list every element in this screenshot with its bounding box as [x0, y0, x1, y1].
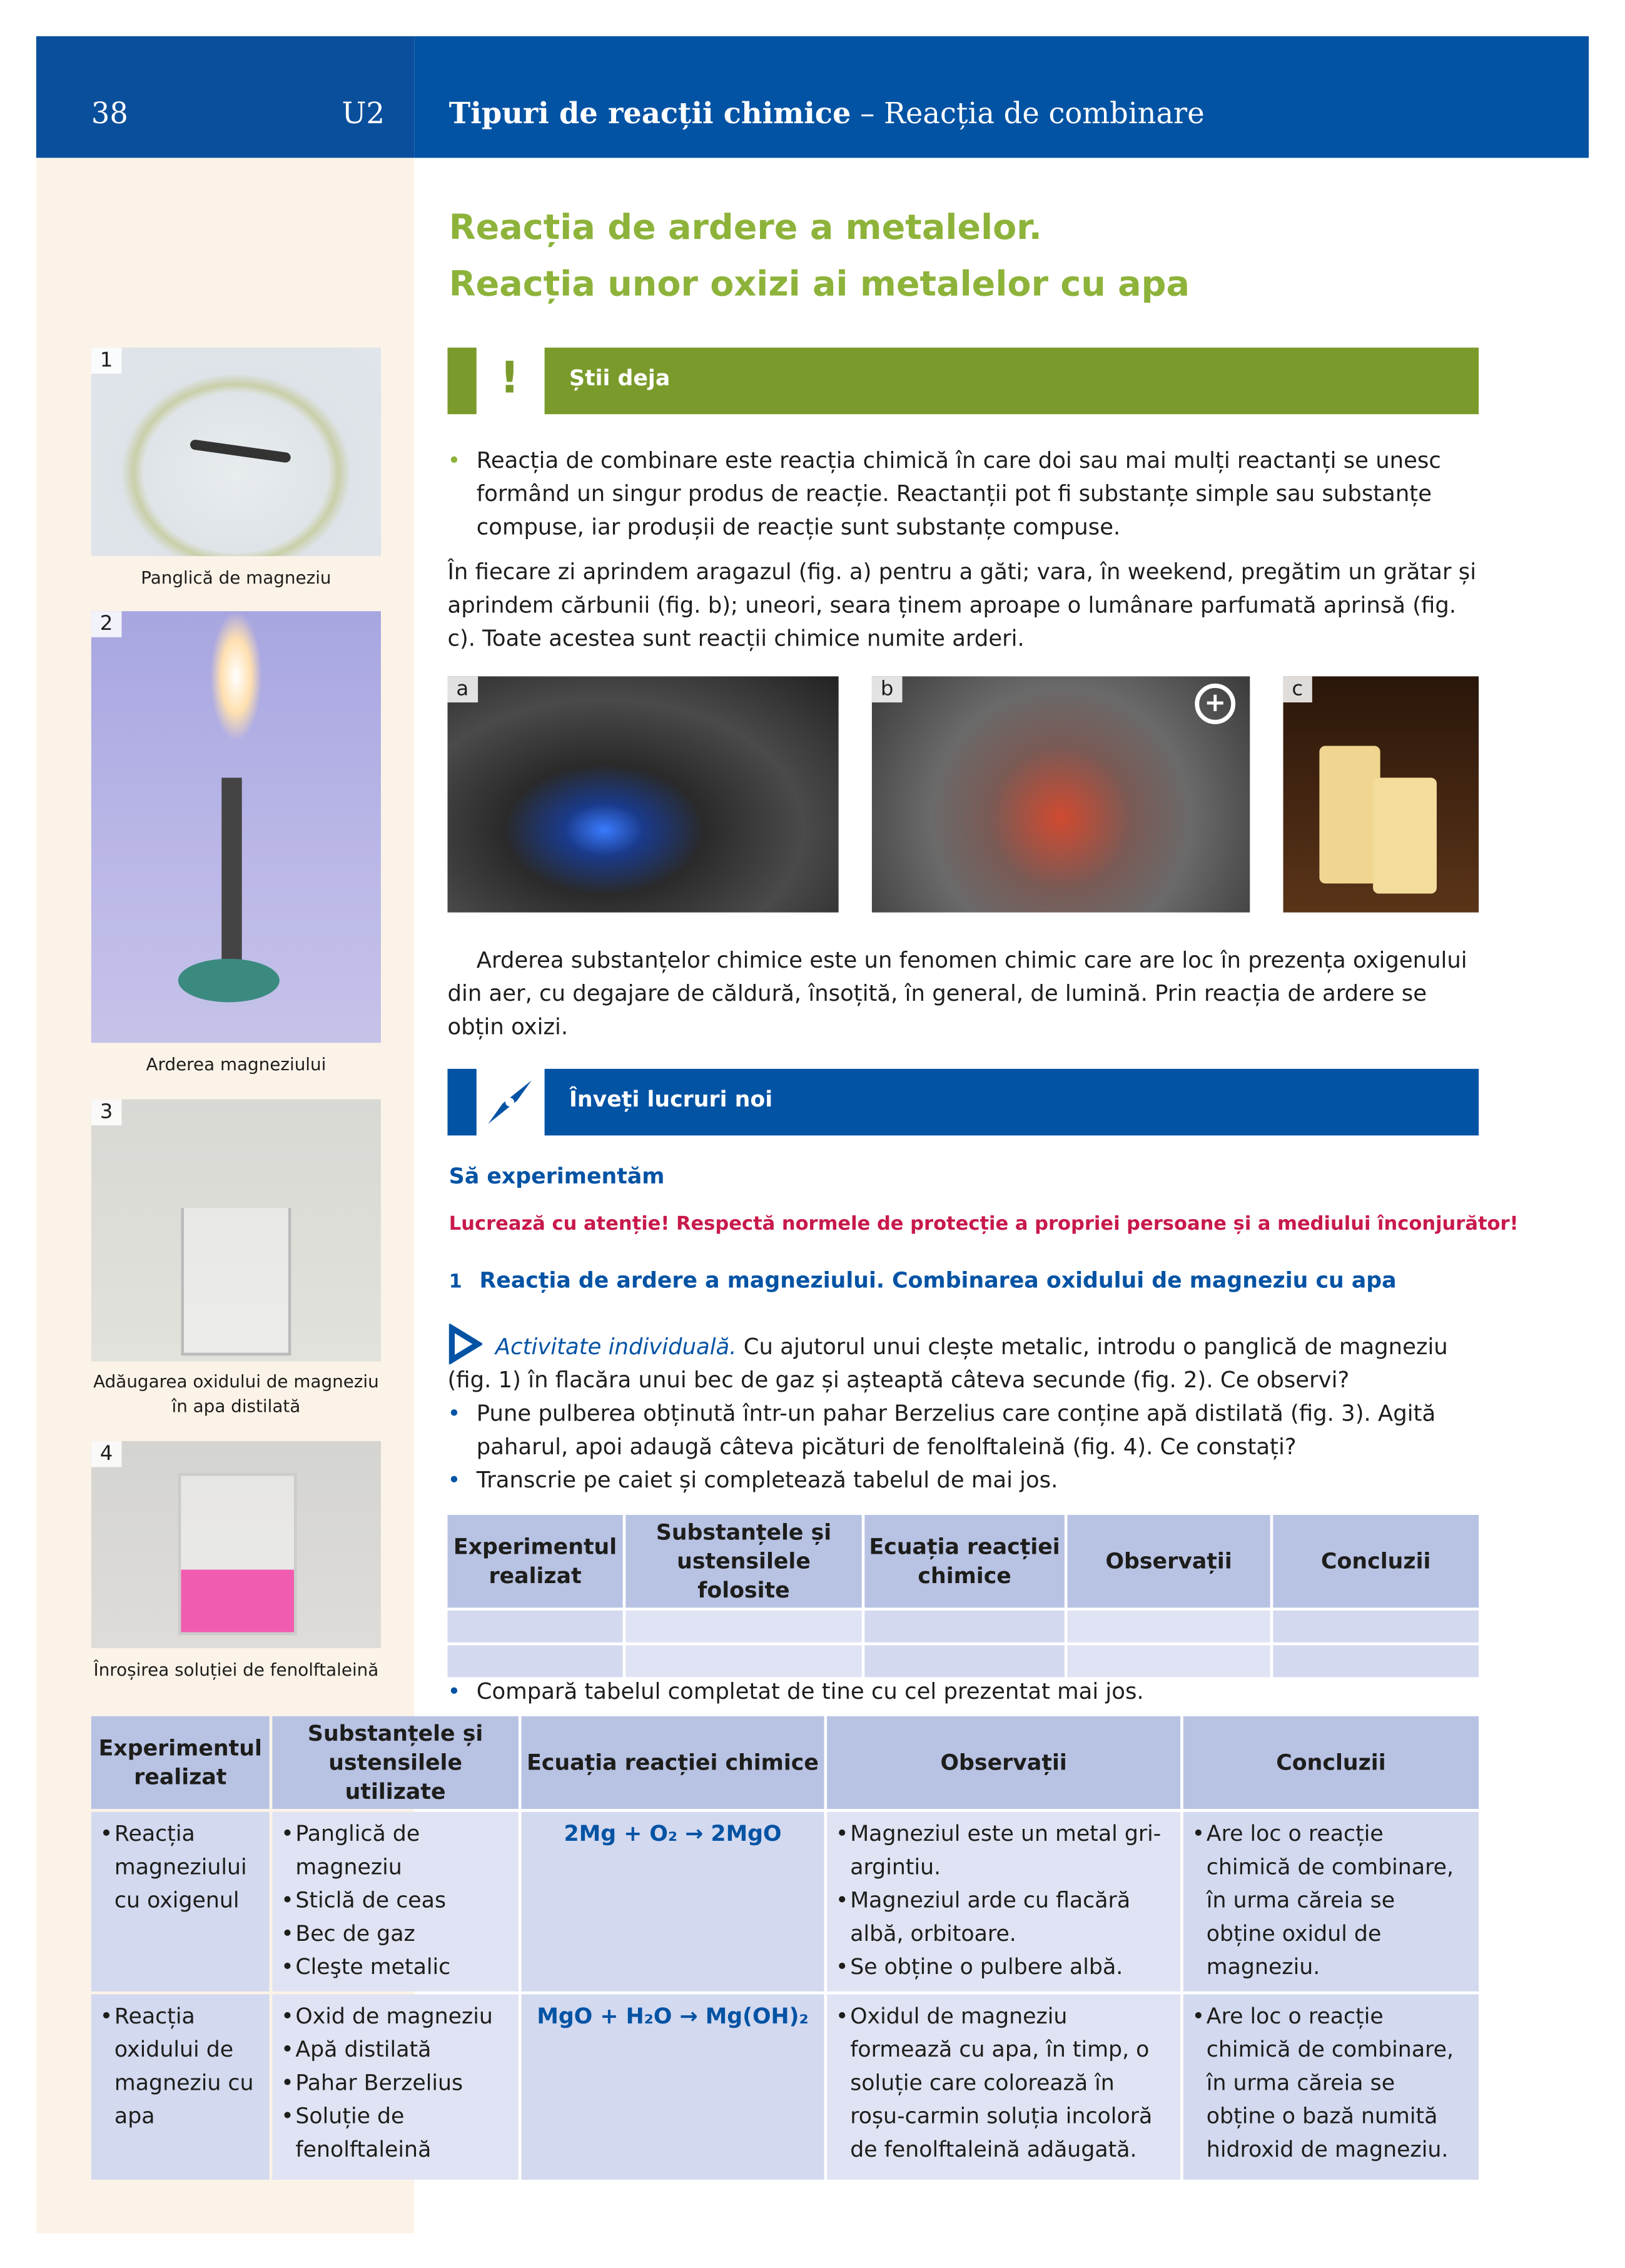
cell-text: • Oxidul de magneziu formează cu apa, în timp, o soluție care colorează în roșu-carmin soluția incoloră de fenolftaleină adăugată.	[836, 2000, 1172, 2167]
column-header: Observații	[1068, 1515, 1270, 1607]
experiment-subheading	[449, 1267, 1397, 1293]
activity-bullet: • Pune pulberea obținută într-un pahar Berzelius care conține apă distilată (fig. 3). Agită paharul, apoi adaugă câteva picături de fenolftaleină (fig. 4). Ce constați?	[447, 1397, 1479, 1464]
activity-instructions: Cu ajutorul unui clește metalic, introdu o panglică de magneziu (fig. 1) în flacăra unui bec de gaz și așteaptă câteva secunde (fig. 2). Ce observi?	[447, 1334, 1448, 1394]
table-row	[447, 1645, 1479, 1677]
cell-text: • Reacția oxidului de magneziu cu apa	[100, 2000, 261, 2134]
equation-cell: 2Mg + O₂ → 2MgO	[522, 1812, 824, 1992]
experiment-heading: Să experimentăm	[448, 1163, 665, 1190]
column-header: Substanțele și ustensilele utilizate	[272, 1716, 519, 1809]
candle	[1373, 777, 1437, 893]
page-number: 38	[91, 95, 128, 131]
table-row	[91, 1812, 1479, 1992]
header-title-rest: – Reacția de combinare	[851, 95, 1205, 131]
figure-number: 2	[91, 611, 121, 637]
figure-3-beaker-water	[91, 1099, 381, 1361]
figure-2-burning-magnesium	[91, 611, 381, 1043]
cell-text: • Panglică de magneziu	[281, 1818, 510, 1885]
table-cell[interactable]	[1273, 1611, 1479, 1643]
cell-text: • Soluție de fenolftaleină	[281, 2100, 510, 2167]
activity-bullets	[447, 1397, 1479, 1497]
cell-text: • Cleşte metalic	[281, 1951, 510, 1984]
cell-text: • Bec de gaz	[281, 1918, 510, 1951]
burner	[221, 777, 241, 966]
column-header: Substanțele și ustensilele folosite	[625, 1515, 861, 1607]
cell-text: • Oxid de magneziu	[281, 2000, 510, 2033]
experiment-title: Reacția de ardere a magneziului. Combinarea oxidului de magneziu cu apa	[479, 1267, 1397, 1293]
cell-text: • Pahar Berzelius	[281, 2067, 510, 2100]
observations-cell	[827, 1812, 1180, 1992]
column-header: Experimentul realizat	[447, 1515, 622, 1607]
cell-text: • Magneziul este un metal gri-argintiu.	[836, 1818, 1172, 1885]
title-line-1: Reacția de ardere a metalelor.	[448, 207, 1042, 248]
figure-caption: Înroșirea soluției de fenolftaleină	[93, 1659, 379, 1680]
column-header: Ecuația reacției chimice	[522, 1716, 824, 1809]
table-cell[interactable]	[447, 1611, 622, 1643]
burner-base	[178, 959, 280, 1002]
cell-text: • Magneziul arde cu flacără albă, orbitoare.	[836, 1884, 1172, 1951]
stii-deja-label: Știi deja	[569, 365, 671, 392]
figure-caption: Arderea magneziului	[146, 1054, 327, 1075]
experiment-cell	[91, 1812, 270, 1992]
safety-warning: Lucrează cu atenție! Respectă normele de protecție a propriei persoane și a mediului înconjurător!	[448, 1213, 1519, 1236]
figure-number: 1	[91, 348, 121, 374]
table-cell[interactable]	[447, 1645, 622, 1677]
ribbon	[190, 439, 291, 463]
column-header: Experimentul realizat	[91, 1716, 270, 1809]
compare-list	[447, 1676, 1479, 1709]
cell-text: • Are loc o reacție chimică de combinare, în urma căreia se obține o bază numită hidroxid de magneziu.	[1192, 2000, 1471, 2167]
figure-label: b	[872, 676, 902, 702]
empty-table	[445, 1512, 1482, 1680]
cell-text: • Apă distilată	[281, 2033, 510, 2067]
exclamation-icon: !	[499, 353, 520, 405]
title-line-2: Reacția unor oxizi ai metalelor cu apa	[448, 263, 1190, 305]
figure-label: c	[1283, 676, 1312, 702]
table-cell[interactable]	[864, 1611, 1065, 1643]
experiment-cell	[91, 1994, 270, 2179]
zoom-in-icon[interactable]: +	[1195, 684, 1235, 724]
column-header: Concluzii	[1273, 1515, 1479, 1607]
column-header: Observații	[827, 1716, 1180, 1809]
table-row	[447, 1611, 1479, 1643]
candle	[1319, 746, 1380, 883]
figure-b-charcoal	[872, 676, 1250, 912]
table-cell[interactable]	[625, 1611, 861, 1643]
unit-label: U2	[342, 95, 385, 131]
figure-c-candles	[1283, 676, 1479, 912]
beaker	[178, 1473, 297, 1635]
column-header: Concluzii	[1183, 1716, 1479, 1809]
cell-text: • Reacția magneziului cu oxigenul	[100, 1818, 261, 1918]
equation-cell: MgO + H₂O → Mg(OH)₂	[522, 1994, 824, 2179]
substances-cell	[272, 1812, 519, 1992]
table-cell[interactable]	[625, 1645, 861, 1677]
figure-1-magnesium-ribbon	[91, 348, 381, 556]
compare-bullet: • Compară tabelul completat de tine cu cel prezentat mai jos.	[447, 1676, 1479, 1709]
figure-a-gas-stove	[447, 676, 838, 912]
table-cell[interactable]	[1068, 1645, 1270, 1677]
header-title	[449, 96, 1205, 131]
activity-text	[447, 1331, 1479, 1398]
activity-bullet: • Transcrie pe caiet și completează tabelul de mai jos.	[447, 1464, 1479, 1497]
table-cell[interactable]	[864, 1645, 1065, 1677]
cell-text: • Sticlă de ceas	[281, 1884, 510, 1917]
figure-4-phenolphthalein	[91, 1441, 381, 1648]
activity-label: Activitate individuală.	[495, 1334, 737, 1360]
flame	[210, 611, 262, 741]
filled-table	[88, 1713, 1482, 2182]
figure-caption: Panglică de magneziu	[141, 567, 332, 589]
ardere-paragraph: Arderea substanțelor chimice este un fenomen chimic care are loc în prezența oxigenului din aer, cu degajare de căldură, însoțită, în general, de lumină. Prin reacția de ardere se obțin oxizi.	[447, 947, 1467, 1040]
figure-number: 3	[91, 1099, 121, 1125]
stii-deja-bar	[545, 348, 1479, 415]
beaker	[181, 1208, 291, 1355]
table-cell[interactable]	[1068, 1611, 1270, 1643]
figure-caption: Adăugarea oxidului de magneziu în apa distilată	[93, 1371, 379, 1417]
inveti-accent	[447, 1069, 476, 1136]
inveti-label: Înveți lucruri noi	[569, 1086, 773, 1113]
conclusion-cell	[1183, 1812, 1479, 1992]
stii-deja-accent	[447, 348, 476, 415]
table-cell[interactable]	[1273, 1645, 1479, 1677]
figure-number: 4	[91, 1441, 121, 1467]
page-title	[449, 200, 1190, 313]
observations-cell	[827, 1994, 1180, 2179]
substances-cell	[272, 1994, 519, 2179]
stii-deja-list	[447, 445, 1479, 545]
stii-deja-bullet: • Reacția de combinare este reacția chimică în care doi sau mai mulți reactanți se unesc formând un singur produs de reacție. Reactanții pot fi substanțe simple sau substanțe compuse, iar produșii de reacție sunt substanțe compuse.	[447, 445, 1479, 545]
conclusion-cell	[1183, 1994, 1479, 2179]
cell-text: • Se obține o pulbere albă.	[836, 1951, 1172, 1984]
header-title-bold: Tipuri de reacții chimice	[448, 95, 851, 131]
table-row	[91, 1994, 1479, 2179]
compass-icon	[482, 1075, 537, 1130]
figure-label: a	[447, 676, 477, 702]
column-header: Ecuația reacției chimice	[864, 1515, 1065, 1607]
intro-paragraph: În fiecare zi aprindem aragazul (fig. a) pentru a găti; vara, în weekend, pregătim un grătar și aprindem cărbunii (fig. b); uneori, seara ținem aproape o lumânare parfumată aprinsă (fig. c). Toate acestea sunt reacții chimice numite arderi.	[447, 559, 1477, 652]
experiment-number: 1	[448, 1272, 462, 1293]
cell-text: • Are loc o reacție chimică de combinare, în urma căreia se obține oxidul de magneziu.	[1192, 1818, 1471, 1984]
